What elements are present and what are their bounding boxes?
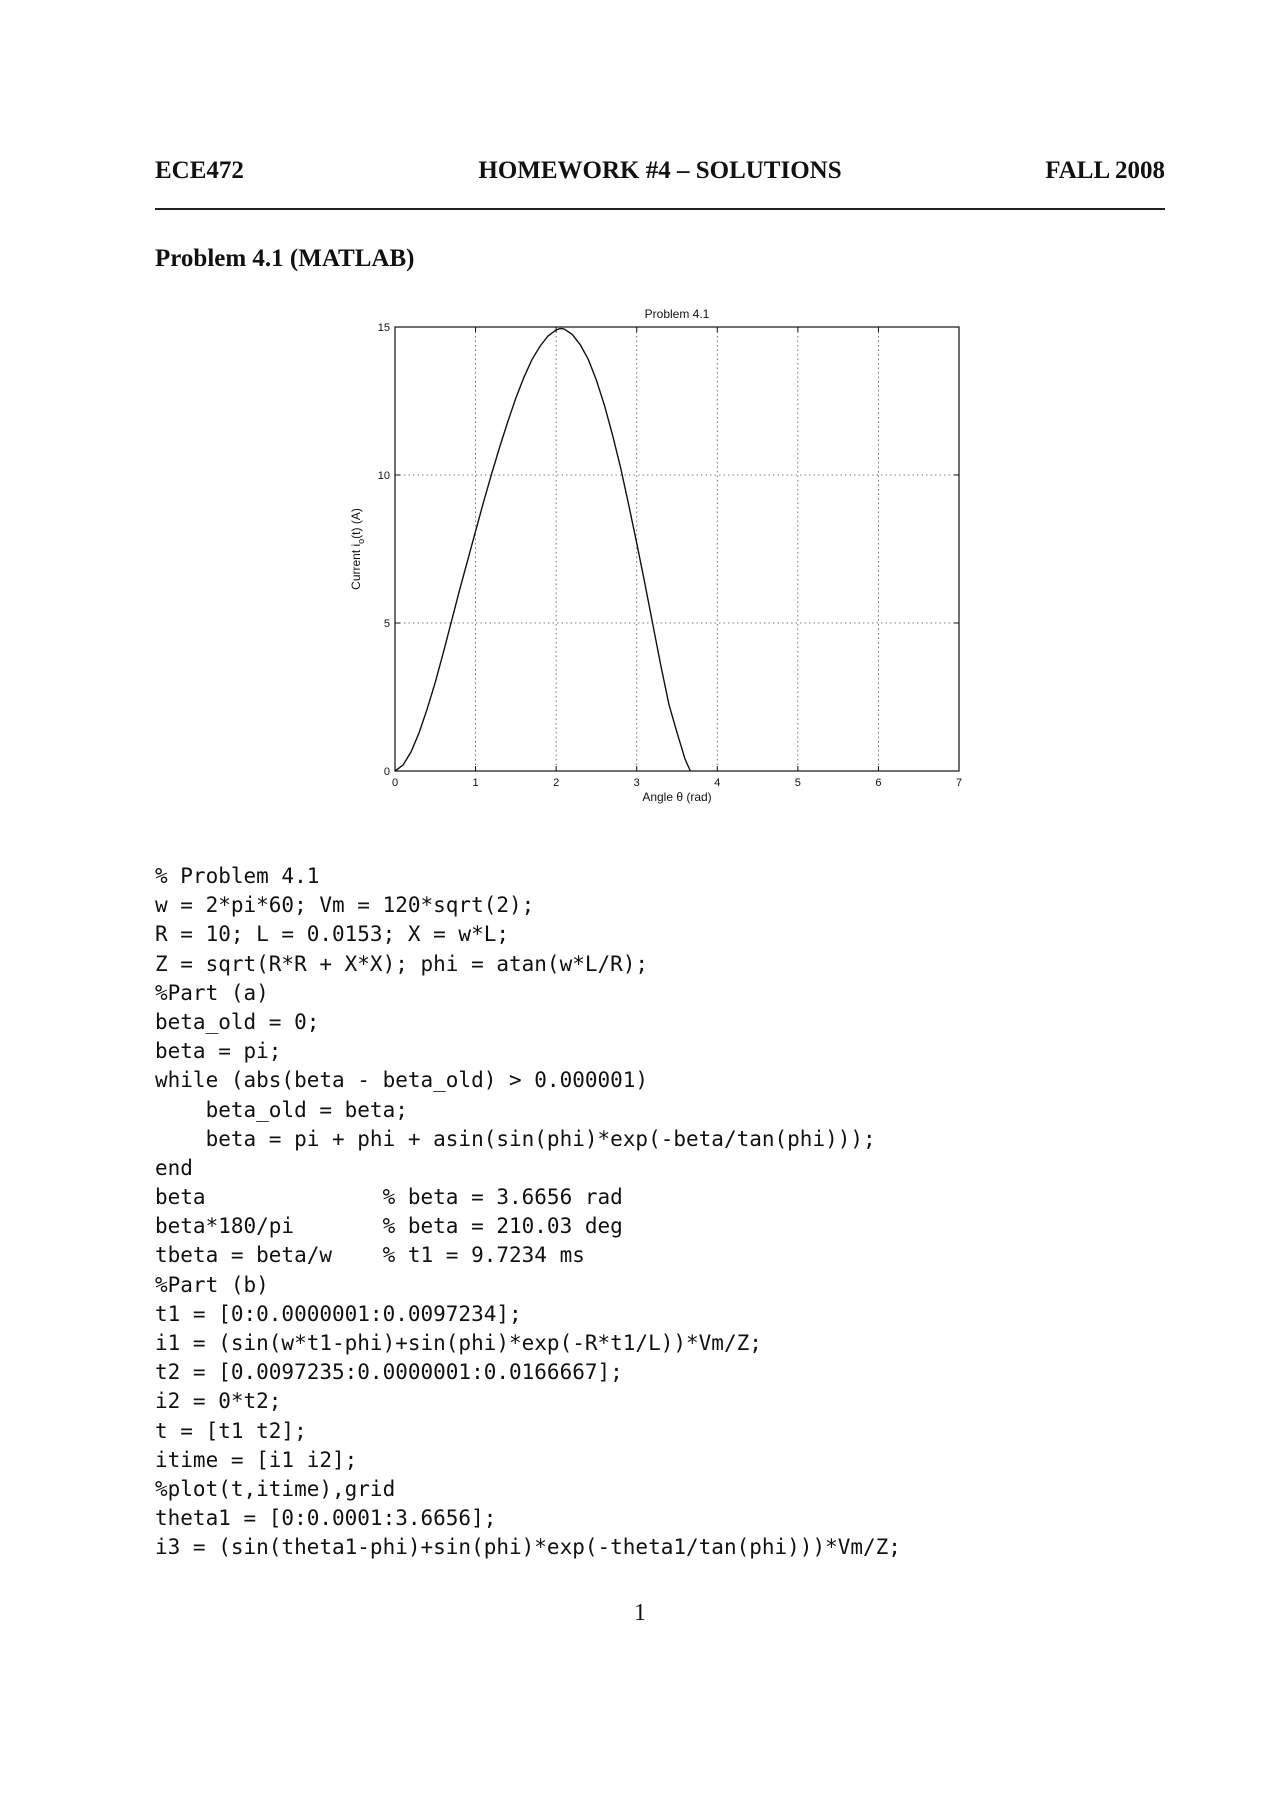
y-tick-label: 15 xyxy=(377,322,390,334)
code-line: %Part (a) xyxy=(155,980,269,1005)
x-tick-label: 2 xyxy=(553,777,560,789)
code-line: %plot(t,itime),grid xyxy=(155,1476,396,1501)
code-line: Z = sqrt(R*R + X*X); phi = atan(w*L/R); xyxy=(155,951,649,976)
x-tick-label: 6 xyxy=(875,777,882,789)
code-line: t1 = [0:0.0000001:0.0097234]; xyxy=(155,1301,522,1326)
x-tick-label: 3 xyxy=(633,777,640,789)
y-axis-label: Current $i_o(t)$ (A) xyxy=(349,508,366,590)
code-line: t2 = [0.0097235:0.0000001:0.0166667]; xyxy=(155,1360,623,1385)
code-line: while (abs(beta - beta_old) > 0.000001) xyxy=(155,1068,649,1093)
problem-title: Problem 4.1 (MATLAB) xyxy=(155,245,415,272)
x-tick-label: 1 xyxy=(472,777,479,789)
code-line: w = 2*pi*60; Vm = 120*sqrt(2); xyxy=(155,893,535,918)
y-tick-label: 10 xyxy=(377,470,390,482)
code-line: beta = pi + phi + asin(sin(phi)*exp(-beta/tan(phi))); xyxy=(155,1126,876,1151)
header-rule xyxy=(155,208,1165,210)
code-line: tbeta = beta/w % t1 = 9.7234 ms xyxy=(155,1243,585,1268)
grid-lines xyxy=(395,327,959,771)
current-plot xyxy=(340,300,980,820)
code-line: theta1 = [0:0.0001:3.6656]; xyxy=(155,1506,497,1531)
x-tick-label: 0 xyxy=(391,777,399,789)
y-tick-label: 5 xyxy=(383,618,390,630)
chart-title: Problem 4.1 xyxy=(644,307,710,321)
term: FALL 2008 xyxy=(1045,157,1165,184)
code-line: i2 = 0*t2; xyxy=(155,1389,282,1414)
x-tick-label: 4 xyxy=(714,777,721,789)
code-line: itime = [i1 i2]; xyxy=(155,1447,358,1472)
x-axis-label: Angle θ (rad) xyxy=(642,790,712,804)
code-line: beta_old = 0; xyxy=(155,1009,320,1034)
y-tick-label: 0 xyxy=(383,766,390,778)
code-line: beta_old = beta; xyxy=(155,1097,408,1122)
code-line: beta % beta = 3.6656 rad xyxy=(155,1185,623,1210)
code-line: beta = pi; xyxy=(155,1039,282,1064)
document-title: HOMEWORK #4 – SOLUTIONS xyxy=(478,157,842,184)
code-line: % Problem 4.1 xyxy=(155,864,320,888)
course-code: ECE472 xyxy=(155,157,244,184)
matlab-code-listing xyxy=(155,862,901,1563)
x-tick-label: 5 xyxy=(794,777,801,789)
plot-frame xyxy=(395,327,959,771)
page-number: 1 xyxy=(634,1600,646,1626)
code-line: i3 = (sin(theta1-phi)+sin(phi)*exp(-theta1/tan(phi)))*Vm/Z; xyxy=(155,1535,901,1560)
current-curve xyxy=(395,328,690,771)
code-line: R = 10; L = 0.0153; X = w*L; xyxy=(155,922,510,947)
code-line: i1 = (sin(w*t1-phi)+sin(phi)*exp(-R*t1/L))*Vm/Z; xyxy=(155,1331,762,1355)
code-line: t = [t1 t2]; xyxy=(155,1418,307,1443)
page-header xyxy=(155,157,1165,193)
x-tick-label: 7 xyxy=(955,777,963,789)
code-line: beta*180/pi % beta = 210.03 deg xyxy=(155,1214,623,1239)
code-line: %Part (b) xyxy=(155,1272,269,1297)
axis-ticks xyxy=(378,322,962,789)
code-line: end xyxy=(155,1155,193,1180)
